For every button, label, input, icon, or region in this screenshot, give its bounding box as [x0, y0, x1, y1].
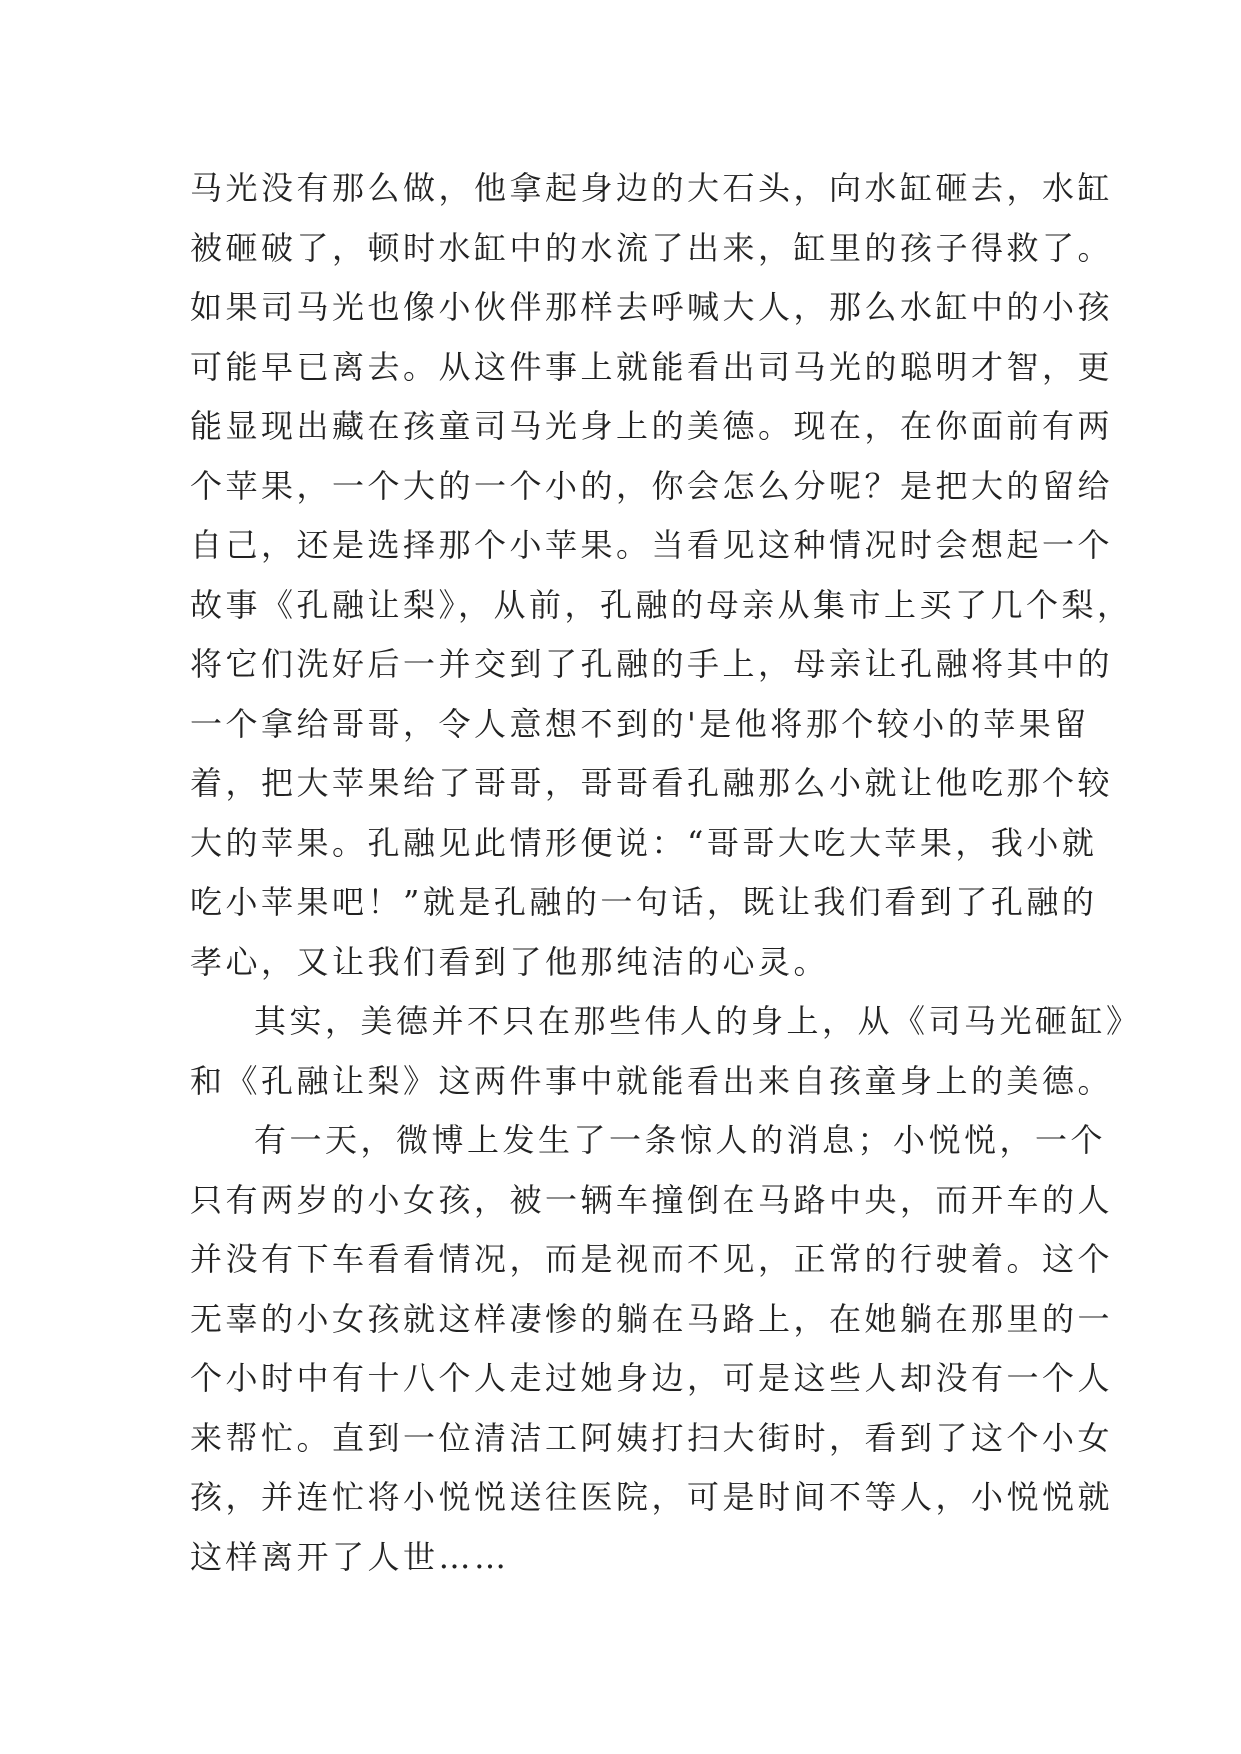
- text-line: 其实，美德并不只在那些伟人的身上，从《司马光砸缸》: [254, 1002, 1142, 1040]
- text-line: 一个拿给哥哥，令人意想不到的'是他将那个较小的苹果留: [190, 704, 1090, 743]
- text-line: 这样离开了人世……: [190, 1537, 510, 1576]
- text-line: 自己，还是选择那个小苹果。当看见这种情况时会想起一个: [190, 526, 1114, 564]
- text-line: 和《孔融让梨》这两件事中就能看出来自孩童身上的美德。: [190, 1061, 1114, 1100]
- text-line: 吃小苹果吧！”就是孔融的一句话，既让我们看到了孔融的: [190, 883, 1098, 921]
- text-line: 被砸破了，顿时水缸中的水流了出来，缸里的孩子得救了。: [190, 228, 1114, 267]
- text-line: 个小时中有十八个人走过她身边，可是这些人却没有一个人: [190, 1359, 1114, 1397]
- text-line: 可能早已离去。从这件事上就能看出司马光的聪明才智，更: [190, 347, 1114, 386]
- text-line: 无辜的小女孩就这样凄惨的躺在马路上，在她躺在那里的一: [190, 1299, 1114, 1338]
- text-line: 将它们洗好后一并交到了孔融的手上，母亲让孔融将其中的: [190, 645, 1114, 683]
- text-line: 故事《孔融让梨》，从前，孔融的母亲从集市上买了几个梨，: [190, 585, 1133, 624]
- text-line: 马光没有那么做，他拿起身边的大石头，向水缸砸去，水缸: [190, 169, 1114, 207]
- text-line: 孝心，又让我们看到了他那纯洁的心灵。: [190, 942, 830, 981]
- text-line: 有一天，微博上发生了一条惊人的消息；小悦悦，一个: [254, 1121, 1107, 1159]
- text-line: 孩，并连忙将小悦悦送往医院，可是时间不等人，小悦悦就: [190, 1478, 1114, 1516]
- body-text: [190, 159, 1142, 1587]
- text-line: 着，把大苹果给了哥哥，哥哥看孔融那么小就让他吃那个较: [190, 764, 1114, 802]
- text-line: 能显现出藏在孩童司马光身上的美德。现在，在你面前有两: [190, 407, 1114, 445]
- text-line: 只有两岁的小女孩，被一辆车撞倒在马路中央，而开车的人: [190, 1180, 1114, 1219]
- text-line: 个苹果，一个大的一个小的，你会怎么分呢？是把大的留给: [190, 466, 1114, 505]
- text-line: 并没有下车看看情况，而是视而不见，正常的行驶着。这个: [190, 1240, 1114, 1278]
- text-line: 来帮忙。直到一位清洁工阿姨打扫大街时，看到了这个小女: [190, 1418, 1114, 1457]
- text-line: 大的苹果。孔融见此情形便说：“哥哥大吃大苹果，我小就: [190, 823, 1098, 862]
- text-line: 如果司马光也像小伙伴那样去呼喊大人，那么水缸中的小孩: [190, 288, 1114, 326]
